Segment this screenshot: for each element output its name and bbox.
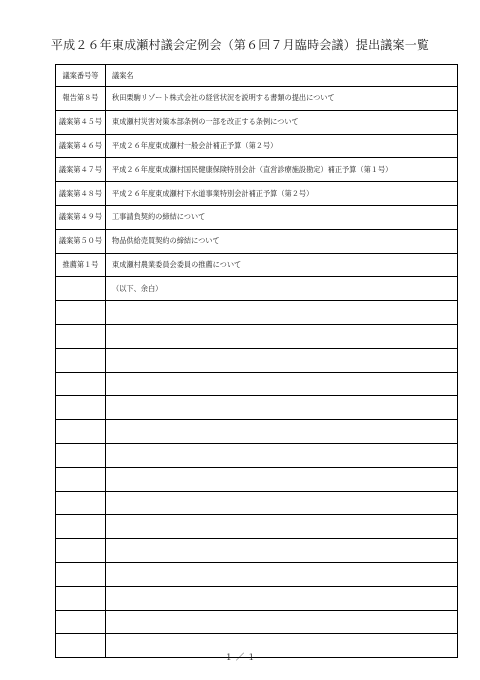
table-row [56, 110, 458, 134]
empty-cell [106, 301, 458, 325]
proposal-name: 工事請負契約の締結について [106, 205, 458, 229]
table-row [56, 158, 458, 182]
empty-table-row [56, 539, 458, 563]
empty-cell [106, 610, 458, 634]
empty-cell [106, 324, 458, 348]
proposal-name: 平成２６年度東成瀬村一般会計補正予算（第２号） [106, 134, 458, 158]
header-name: 議案名 [106, 65, 458, 87]
empty-cell [56, 443, 106, 467]
empty-table-row [56, 586, 458, 610]
empty-table-row [56, 396, 458, 420]
proposal-number: 議案第４５号 [56, 110, 106, 134]
empty-cell [56, 420, 106, 444]
table-row [56, 253, 458, 277]
empty-cell [56, 348, 106, 372]
empty-cell [106, 396, 458, 420]
empty-cell [106, 491, 458, 515]
table-row [56, 205, 458, 229]
empty-cell [56, 372, 106, 396]
empty-cell [106, 420, 458, 444]
empty-cell [106, 562, 458, 586]
table-header-row [56, 65, 458, 87]
empty-cell [106, 372, 458, 396]
table-row [56, 277, 458, 301]
table-body [56, 87, 458, 658]
proposal-number [56, 277, 106, 301]
table-header [56, 65, 458, 87]
table-row [56, 182, 458, 206]
header-number: 議案番号等 [56, 65, 106, 87]
empty-cell [56, 301, 106, 325]
empty-table-row [56, 562, 458, 586]
empty-cell [56, 491, 106, 515]
proposal-name: 平成２６年度東成瀬村下水道事業特別会計補正予算（第２号） [106, 182, 458, 206]
empty-cell [106, 467, 458, 491]
proposal-number: 推薦第１号 [56, 253, 106, 277]
empty-cell [106, 348, 458, 372]
empty-cell [56, 610, 106, 634]
empty-table-row [56, 443, 458, 467]
empty-table-row [56, 301, 458, 325]
proposal-number: 報告第８号 [56, 87, 106, 111]
proposal-number: 議案第４６号 [56, 134, 106, 158]
table-row [56, 229, 458, 253]
empty-table-row [56, 467, 458, 491]
empty-cell [106, 586, 458, 610]
empty-cell [106, 539, 458, 563]
empty-cell [106, 443, 458, 467]
page-number: １ ／ １ [224, 653, 256, 663]
empty-table-row [56, 515, 458, 539]
proposal-table [55, 64, 458, 658]
empty-table-row [56, 348, 458, 372]
proposal-name: 物品供給売買契約の締結について [106, 229, 458, 253]
proposal-name: 東成瀬村農業委員会委員の推薦について [106, 253, 458, 277]
empty-cell [56, 515, 106, 539]
empty-cell [56, 396, 106, 420]
empty-table-row [56, 491, 458, 515]
empty-cell [56, 539, 106, 563]
proposal-name: 秋田栗駒リゾート株式会社の経営状況を説明する書類の提出について [106, 87, 458, 111]
table-row [56, 87, 458, 111]
empty-table-row [56, 420, 458, 444]
proposal-number: 議案第４９号 [56, 205, 106, 229]
table-row [56, 134, 458, 158]
empty-cell [56, 324, 106, 348]
empty-cell [56, 562, 106, 586]
proposal-name: 東成瀬村災害対策本部条例の一部を改正する条例について [106, 110, 458, 134]
proposal-number: 議案第４７号 [56, 158, 106, 182]
empty-table-row [56, 324, 458, 348]
proposal-number: 議案第４８号 [56, 182, 106, 206]
proposal-number: 議案第５０号 [56, 229, 106, 253]
proposal-name: （以下、余白） [106, 277, 458, 301]
empty-table-row [56, 372, 458, 396]
empty-cell [56, 586, 106, 610]
empty-table-row [56, 610, 458, 634]
empty-cell [106, 515, 458, 539]
empty-cell [56, 467, 106, 491]
page-title: 平成２６年東成瀬村議会定例会（第６回７月臨時会議）提出議案一覧 [50, 38, 430, 52]
proposal-name: 平成２６年度東成瀬村国民健康保険特別会計（直営診療施設勘定）補正予算（第１号） [106, 158, 458, 182]
